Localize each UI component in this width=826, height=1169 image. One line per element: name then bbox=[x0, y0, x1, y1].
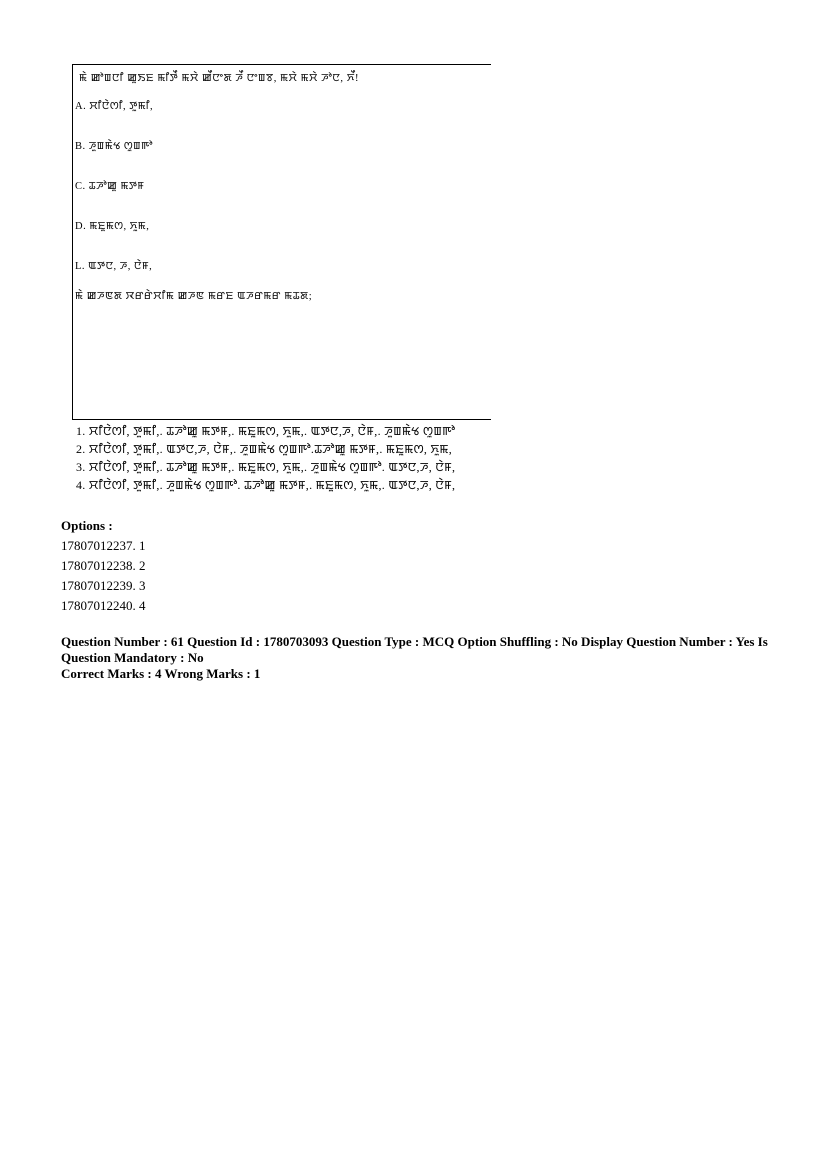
option-text: ꯑꯇꯅ, ꯍ, ꯅꯥꯝ, bbox=[88, 261, 153, 272]
question-marks: Correct Marks : 4 Wrong Marks : 1 bbox=[61, 666, 261, 681]
answer-sequence-1: 1. ꯆꯤꯅꯥꯁꯤ, ꯇꯨꯃꯤ,. ꯊꯍꯣꯀꯨ ꯃꯇꯝ,. ꯃꯐꯨꯃꯁ, ꯈꯨꯃ,. ꯑꯇꯅ,ꯍ, ꯅꯥꯝ,. ꯍꯨꯡꯃꯥꯠ ꯁꯨꯡꯒꯣ bbox=[76, 424, 456, 438]
choice-4: 17807012240. 4 bbox=[61, 598, 146, 613]
option-label: D. bbox=[75, 221, 87, 232]
question-text: ꯃꯥ ꯀꯣꯡꯅꯤ ꯀꯨꯏꯐ ꯃꯤꯇꯩ ꯃꯆꯥ ꯀꯩꯅꯦꯗ ꯍꯩ ꯅꯦꯡꯕ, ꯃꯆꯥ ꯃꯆꯥ ꯍꯣꯅ, ꯈꯩ! bbox=[79, 73, 360, 84]
answer-sequence-2: 2. ꯆꯤꯅꯥꯁꯤ, ꯇꯨꯃꯤ,. ꯑꯇꯅ,ꯍ, ꯅꯥꯝ,. ꯍꯨꯡꯃꯥꯠ ꯁꯨꯡꯒꯣ.ꯊꯍꯣꯀꯨ ꯃꯇꯝ,. ꯃꯐꯨꯃꯁ, ꯈꯨꯃ, bbox=[76, 442, 453, 456]
question-option-b bbox=[75, 139, 153, 153]
question-option-a bbox=[75, 99, 153, 113]
question-meta: Question Number : 61 Question Id : 1780703093 Question Type : MCQ Option Shuffling : No Display Question Number : Yes Is Question Mandatory : No bbox=[61, 634, 768, 665]
option-label: L. bbox=[75, 261, 86, 272]
option-text: ꯍꯨꯡꯃꯥꯠ ꯁꯨꯡꯒꯣ bbox=[88, 141, 153, 152]
option-text: ꯊꯍꯣꯀꯨ ꯃꯇꯝ bbox=[88, 181, 145, 192]
question-option-l bbox=[75, 259, 152, 273]
option-text: ꯃꯐꯨꯃꯁ, ꯈꯨꯃ, bbox=[89, 221, 150, 232]
choice-3: 17807012239. 3 bbox=[61, 578, 146, 593]
question-option-d bbox=[75, 219, 149, 233]
option-label: A. bbox=[75, 101, 87, 112]
question-box bbox=[72, 64, 491, 420]
option-label: C. bbox=[75, 181, 86, 192]
answer-sequences bbox=[76, 422, 455, 494]
answer-sequence-3: 3. ꯆꯤꯅꯥꯁꯤ, ꯇꯨꯃꯤ,. ꯊꯍꯣꯀꯨ ꯃꯇꯝ,. ꯃꯐꯨꯃꯁ, ꯈꯨꯃ,. ꯍꯨꯡꯃꯥꯠ ꯁꯨꯡꯒꯣ. ꯑꯇꯅ,ꯍ, ꯅꯥꯝ, bbox=[76, 460, 456, 474]
answer-sequence-4: 4. ꯆꯤꯅꯥꯁꯤ, ꯇꯨꯃꯤ,. ꯍꯨꯡꯃꯥꯠ ꯁꯨꯡꯒꯣ. ꯊꯍꯣꯀꯨ ꯃꯇꯝ,. ꯃꯐꯨꯃꯁ, ꯈꯨꯃ,. ꯑꯇꯅ,ꯍ, ꯅꯥꯝ, bbox=[76, 478, 456, 492]
question-option-c bbox=[75, 179, 145, 193]
option-text: ꯆꯤꯅꯥꯁꯤ, ꯇꯨꯃꯤ, bbox=[89, 101, 154, 112]
options-heading: Options : bbox=[61, 518, 113, 533]
option-label: B. bbox=[75, 141, 86, 152]
choice-2: 17807012238. 2 bbox=[61, 558, 146, 573]
choice-1: 17807012237. 1 bbox=[61, 538, 146, 553]
question-instruction: ꯃꯥ ꯀꯍꯟꯗ ꯋꯔꯔꯥꯆꯤꯃ ꯀꯍꯟ ꯃꯔꯐ ꯑꯍꯔꯃꯔ ꯃꯊꯗ; bbox=[75, 291, 313, 302]
